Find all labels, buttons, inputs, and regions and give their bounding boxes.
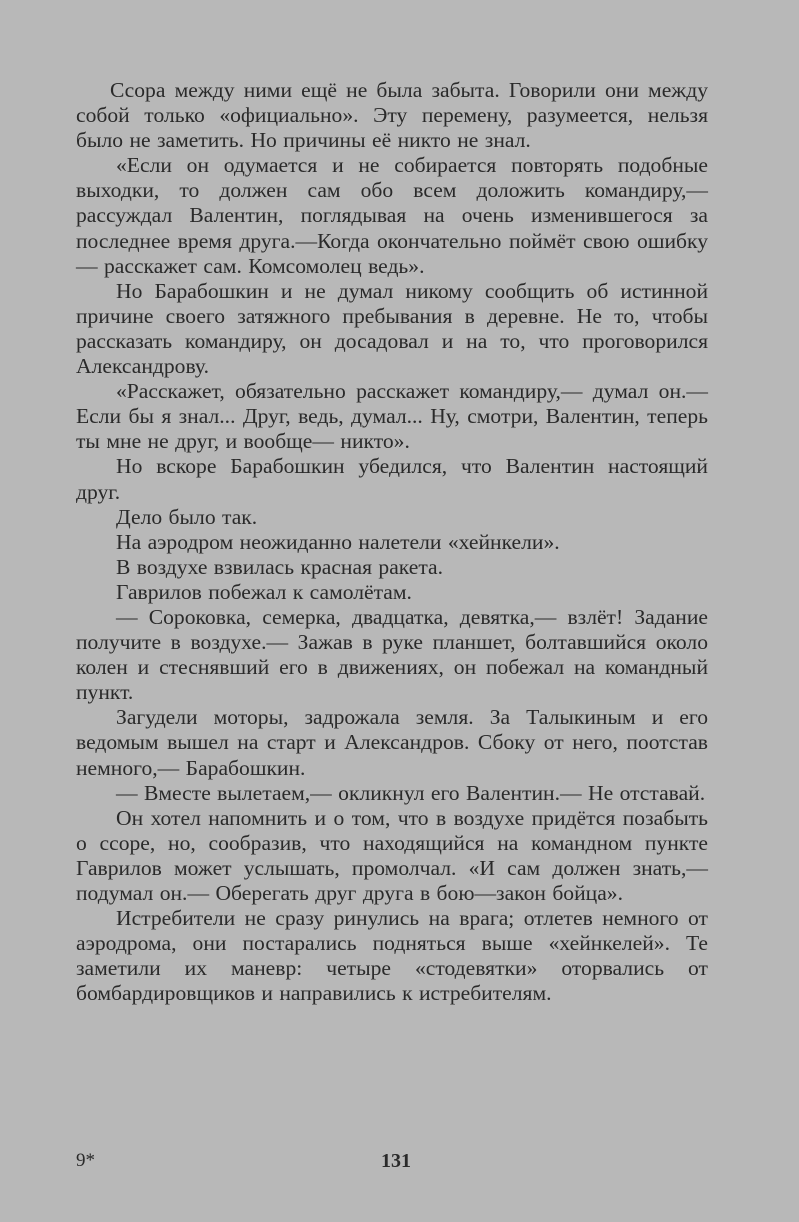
paragraph: Но вскоре Барабошкин убедился, что Валентин настоящий друг. [76,454,708,504]
paragraph: Но Барабошкин и не думал никому сообщить об истинной причине своего затяжного пребывания в деревне. Не то, чтобы рассказать командиру, он досадовал и на то, что проговорился Александрову. [76,278,708,379]
paragraph: — Сороковка, семерка, двадцатка, девятка,— взлёт! Задание получите в воздухе.— Зажав в руке планшет, болтавшийся около колен и стеснявший его в движениях, он побежал на командный пункт. [76,604,708,705]
paragraph: В воздухе взвилась красная ракета. [116,554,444,579]
paragraph: «Расскажет, обязательно расскажет командиру,— думал он.— Если бы я знал... Друг, ведь, думал... Ну, смотри, Валентин, теперь ты мне не друг, и вообще— никто». [76,379,708,454]
paragraph: Гаврилов побежал к самолётам. [116,579,412,604]
signature-mark: 9* [76,1150,95,1171]
paragraph: На аэродром неожиданно налетели «хейнкели». [116,529,560,554]
page-footer [76,1150,708,1176]
text-block [76,78,708,1006]
paragraph: Дело было так. [116,504,258,529]
page-number: 131 [381,1150,411,1172]
paragraph: Он хотел напомнить и о том, что в воздухе придётся позабыть о ссоре, но, сообразив, что находящийся на командном пункте Гаврилов может услышать, промолчал. «И сам должен знать,— подумал он.— Оберегать друг друга в бою—закон бойца». [76,805,708,905]
paragraph: Ссора между ними ещё не была забыта. Говорили они между собой только «официально». Эту перемену, разумеется, нельзя было не заметить. Но причины её никто не знал. [76,78,708,153]
paragraph: Загудели моторы, задрожала земля. За Талыкиным и его ведомым вышел на старт и Александров. Сбоку от него, поотстав немного,— Барабошкин. [76,705,708,780]
paragraph: — Вместе вылетаем,— окликнул его Валентин.— Не отставай. [116,780,706,805]
paragraph: «Если он одумается и не собирается повторять подобные выходки, то должен сам обо всем доложить командиру,— рассуждал Валентин, поглядывая на очень изменившегося за последнее время друга.—Когда окончательно поймёт свою ошибку — расскажет сам. Комсомолец ведь». [76,153,708,278]
paragraph: Истребители не сразу ринулись на врага; отлетев немного от аэродрома, они постарались подняться выше «хейнкелей». Те заметили их маневр: четыре «стодевятки» оторвались от бомбардировщиков и направились к истребителям. [76,906,708,1006]
